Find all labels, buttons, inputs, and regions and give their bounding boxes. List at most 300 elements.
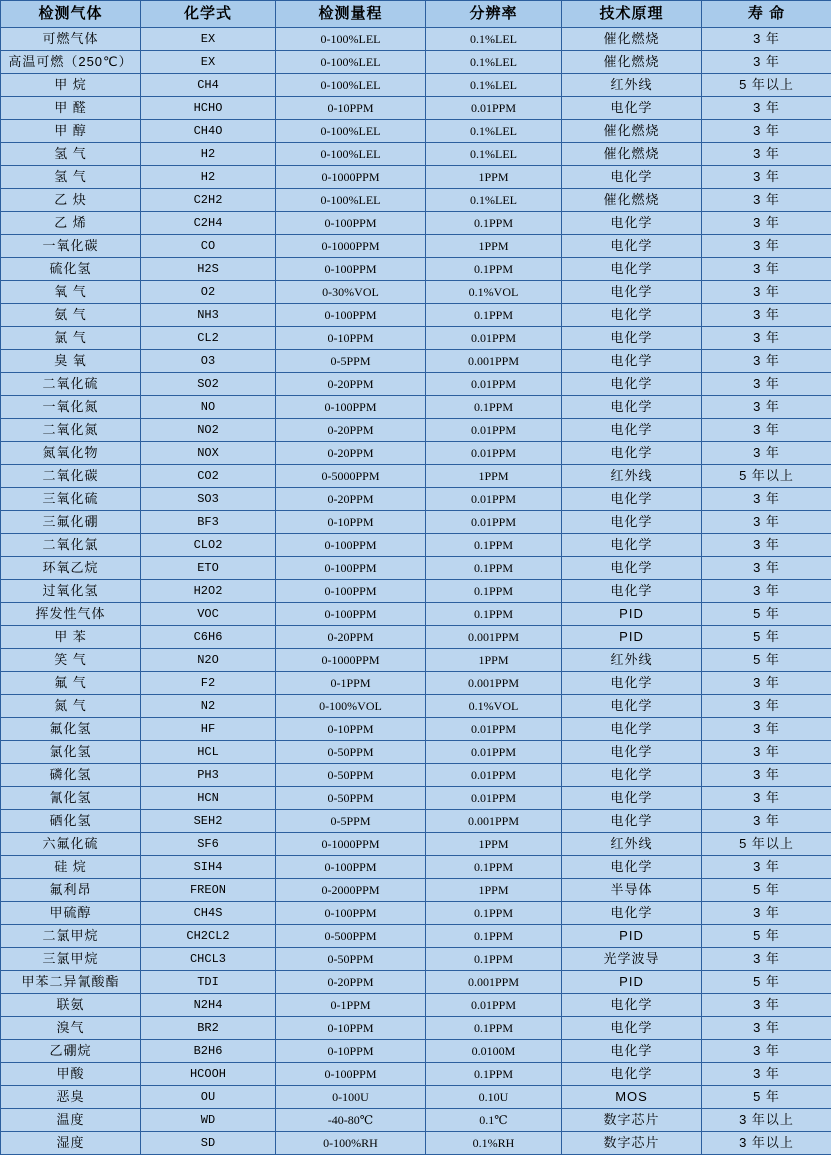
cell-gas: 溴气	[1, 1017, 141, 1040]
cell-range: 0-100%LEL	[276, 28, 426, 51]
cell-principle: 电化学	[562, 695, 702, 718]
cell-range: 0-5PPM	[276, 810, 426, 833]
cell-resolution: 0.001PPM	[426, 810, 562, 833]
cell-principle: 数字芯片	[562, 1109, 702, 1132]
cell-formula: N2	[141, 695, 276, 718]
cell-resolution: 0.01PPM	[426, 511, 562, 534]
cell-principle: 电化学	[562, 764, 702, 787]
table-row	[1, 1063, 831, 1086]
cell-lifetime: 3 年	[702, 902, 831, 925]
cell-lifetime: 3 年	[702, 212, 831, 235]
cell-lifetime: 5 年	[702, 626, 831, 649]
column-header-resolution: 分辨率	[426, 1, 562, 28]
cell-range: 0-20PPM	[276, 971, 426, 994]
cell-lifetime: 5 年	[702, 603, 831, 626]
cell-range: 0-50PPM	[276, 787, 426, 810]
cell-gas: 甲 苯	[1, 626, 141, 649]
cell-gas: 氟利昂	[1, 879, 141, 902]
cell-gas: 硅 烷	[1, 856, 141, 879]
table-row	[1, 1086, 831, 1109]
cell-lifetime: 3 年	[702, 764, 831, 787]
cell-formula: CL2	[141, 327, 276, 350]
cell-gas: 氢 气	[1, 166, 141, 189]
cell-range: 0-100%RH	[276, 1132, 426, 1155]
cell-lifetime: 3 年	[702, 442, 831, 465]
cell-principle: 电化学	[562, 1063, 702, 1086]
cell-gas: 二氧化氮	[1, 419, 141, 442]
table-row	[1, 97, 831, 120]
cell-lifetime: 3 年	[702, 396, 831, 419]
cell-lifetime: 3 年	[702, 1063, 831, 1086]
cell-formula: B2H6	[141, 1040, 276, 1063]
cell-principle: 电化学	[562, 741, 702, 764]
cell-gas: 氯 气	[1, 327, 141, 350]
cell-range: 0-100%LEL	[276, 143, 426, 166]
cell-range: 0-20PPM	[276, 488, 426, 511]
table-row	[1, 971, 831, 994]
cell-range: 0-100%LEL	[276, 74, 426, 97]
cell-lifetime: 5 年	[702, 879, 831, 902]
cell-principle: 电化学	[562, 511, 702, 534]
table-row	[1, 741, 831, 764]
table-row	[1, 396, 831, 419]
cell-lifetime: 3 年	[702, 28, 831, 51]
cell-range: 0-1000PPM	[276, 833, 426, 856]
cell-principle: 电化学	[562, 810, 702, 833]
cell-gas: 笑 气	[1, 649, 141, 672]
cell-range: 0-30%VOL	[276, 281, 426, 304]
table-row	[1, 695, 831, 718]
table-row	[1, 442, 831, 465]
cell-resolution: 0.1%VOL	[426, 695, 562, 718]
table-row	[1, 649, 831, 672]
cell-resolution: 1PPM	[426, 465, 562, 488]
table-row	[1, 212, 831, 235]
cell-principle: 催化燃烧	[562, 143, 702, 166]
cell-resolution: 0.0100M	[426, 1040, 562, 1063]
cell-formula: CO2	[141, 465, 276, 488]
cell-range: 0-100PPM	[276, 258, 426, 281]
cell-lifetime: 5 年	[702, 971, 831, 994]
cell-formula: CLO2	[141, 534, 276, 557]
cell-resolution: 0.01PPM	[426, 787, 562, 810]
cell-resolution: 0.1%LEL	[426, 51, 562, 74]
cell-resolution: 0.1PPM	[426, 902, 562, 925]
cell-resolution: 0.01PPM	[426, 764, 562, 787]
cell-gas: 氧 气	[1, 281, 141, 304]
cell-formula: SEH2	[141, 810, 276, 833]
cell-lifetime: 3 年	[702, 235, 831, 258]
cell-formula: BF3	[141, 511, 276, 534]
table-row	[1, 1109, 831, 1132]
cell-formula: N2H4	[141, 994, 276, 1017]
cell-lifetime: 3 年	[702, 948, 831, 971]
cell-range: 0-100PPM	[276, 304, 426, 327]
cell-gas: 甲硫醇	[1, 902, 141, 925]
cell-range: 0-5000PPM	[276, 465, 426, 488]
cell-gas: 乙 炔	[1, 189, 141, 212]
cell-resolution: 0.01PPM	[426, 327, 562, 350]
cell-principle: 电化学	[562, 350, 702, 373]
cell-principle: 电化学	[562, 718, 702, 741]
cell-principle: PID	[562, 925, 702, 948]
cell-principle: 电化学	[562, 281, 702, 304]
cell-principle: 电化学	[562, 787, 702, 810]
table-row	[1, 902, 831, 925]
cell-range: 0-100PPM	[276, 902, 426, 925]
table-row	[1, 787, 831, 810]
table-row	[1, 810, 831, 833]
cell-lifetime: 3 年	[702, 189, 831, 212]
cell-gas: 磷化氢	[1, 764, 141, 787]
cell-lifetime: 3 年	[702, 304, 831, 327]
cell-range: 0-10PPM	[276, 1040, 426, 1063]
table-row	[1, 51, 831, 74]
cell-formula: C2H2	[141, 189, 276, 212]
cell-gas: 氟化氢	[1, 718, 141, 741]
cell-resolution: 0.001PPM	[426, 971, 562, 994]
cell-gas: 湿度	[1, 1132, 141, 1155]
table-row	[1, 603, 831, 626]
cell-principle: 电化学	[562, 373, 702, 396]
cell-lifetime: 3 年以上	[702, 1109, 831, 1132]
cell-range: 0-100PPM	[276, 1063, 426, 1086]
cell-formula: SO2	[141, 373, 276, 396]
cell-lifetime: 3 年	[702, 810, 831, 833]
cell-resolution: 0.01PPM	[426, 442, 562, 465]
cell-lifetime: 5 年	[702, 1086, 831, 1109]
cell-principle: 红外线	[562, 833, 702, 856]
cell-range: 0-10PPM	[276, 97, 426, 120]
cell-lifetime: 3 年	[702, 120, 831, 143]
cell-range: 0-100PPM	[276, 534, 426, 557]
cell-lifetime: 5 年以上	[702, 833, 831, 856]
cell-formula: H2	[141, 166, 276, 189]
cell-principle: 电化学	[562, 672, 702, 695]
cell-lifetime: 3 年	[702, 488, 831, 511]
cell-principle: 电化学	[562, 212, 702, 235]
cell-principle: 电化学	[562, 235, 702, 258]
cell-formula: NOX	[141, 442, 276, 465]
cell-range: -40-80℃	[276, 1109, 426, 1132]
table-row	[1, 718, 831, 741]
cell-gas: 氨 气	[1, 304, 141, 327]
cell-gas: 甲苯二异氰酸酯	[1, 971, 141, 994]
cell-formula: H2O2	[141, 580, 276, 603]
cell-formula: O2	[141, 281, 276, 304]
cell-range: 0-100%LEL	[276, 51, 426, 74]
cell-resolution: 0.1%LEL	[426, 28, 562, 51]
cell-formula: SO3	[141, 488, 276, 511]
cell-lifetime: 3 年	[702, 741, 831, 764]
cell-formula: OU	[141, 1086, 276, 1109]
cell-range: 0-500PPM	[276, 925, 426, 948]
table-row	[1, 856, 831, 879]
cell-resolution: 1PPM	[426, 166, 562, 189]
cell-formula: CO	[141, 235, 276, 258]
cell-principle: 电化学	[562, 97, 702, 120]
cell-gas: 硒化氢	[1, 810, 141, 833]
cell-principle: 电化学	[562, 442, 702, 465]
cell-range: 0-10PPM	[276, 511, 426, 534]
cell-principle: 电化学	[562, 419, 702, 442]
cell-gas: 环氧乙烷	[1, 557, 141, 580]
cell-principle: PID	[562, 603, 702, 626]
table-row	[1, 925, 831, 948]
cell-lifetime: 3 年	[702, 258, 831, 281]
cell-range: 0-50PPM	[276, 948, 426, 971]
cell-resolution: 0.01PPM	[426, 994, 562, 1017]
table-row	[1, 143, 831, 166]
cell-resolution: 0.1PPM	[426, 580, 562, 603]
cell-principle: 电化学	[562, 396, 702, 419]
cell-principle: 电化学	[562, 902, 702, 925]
cell-formula: SF6	[141, 833, 276, 856]
cell-lifetime: 3 年	[702, 511, 831, 534]
cell-range: 0-100PPM	[276, 856, 426, 879]
cell-resolution: 0.1PPM	[426, 212, 562, 235]
cell-principle: 红外线	[562, 74, 702, 97]
cell-gas: 联氨	[1, 994, 141, 1017]
table-row	[1, 833, 831, 856]
cell-resolution: 1PPM	[426, 649, 562, 672]
cell-formula: N2O	[141, 649, 276, 672]
cell-principle: 红外线	[562, 465, 702, 488]
cell-range: 0-10PPM	[276, 327, 426, 350]
cell-lifetime: 3 年	[702, 718, 831, 741]
cell-resolution: 0.1PPM	[426, 534, 562, 557]
table-row	[1, 626, 831, 649]
column-header-formula: 化学式	[141, 1, 276, 28]
cell-range: 0-1000PPM	[276, 649, 426, 672]
cell-gas: 三氯甲烷	[1, 948, 141, 971]
table-row	[1, 189, 831, 212]
table-row	[1, 235, 831, 258]
cell-formula: EX	[141, 28, 276, 51]
cell-gas: 氯化氢	[1, 741, 141, 764]
column-header-range: 检测量程	[276, 1, 426, 28]
cell-gas: 温度	[1, 1109, 141, 1132]
cell-range: 0-1PPM	[276, 994, 426, 1017]
cell-lifetime: 3 年	[702, 787, 831, 810]
cell-range: 0-50PPM	[276, 741, 426, 764]
table-row	[1, 74, 831, 97]
cell-lifetime: 3 年	[702, 557, 831, 580]
cell-range: 0-20PPM	[276, 442, 426, 465]
table-row	[1, 1040, 831, 1063]
cell-resolution: 0.1PPM	[426, 856, 562, 879]
cell-formula: C6H6	[141, 626, 276, 649]
table-row	[1, 534, 831, 557]
cell-gas: 乙 烯	[1, 212, 141, 235]
cell-range: 0-50PPM	[276, 764, 426, 787]
cell-gas: 六氟化硫	[1, 833, 141, 856]
cell-gas: 二氧化硫	[1, 373, 141, 396]
cell-range: 0-10PPM	[276, 1017, 426, 1040]
cell-gas: 二氯甲烷	[1, 925, 141, 948]
cell-gas: 氮氧化物	[1, 442, 141, 465]
cell-formula: SIH4	[141, 856, 276, 879]
cell-lifetime: 5 年以上	[702, 74, 831, 97]
cell-resolution: 0.1%LEL	[426, 189, 562, 212]
cell-gas: 二氧化氯	[1, 534, 141, 557]
table-row	[1, 994, 831, 1017]
cell-lifetime: 3 年	[702, 695, 831, 718]
cell-lifetime: 3 年	[702, 994, 831, 1017]
cell-principle: 电化学	[562, 557, 702, 580]
cell-principle: PID	[562, 971, 702, 994]
cell-resolution: 0.1%RH	[426, 1132, 562, 1155]
cell-gas: 氟 气	[1, 672, 141, 695]
table-row	[1, 1132, 831, 1155]
cell-range: 0-2000PPM	[276, 879, 426, 902]
cell-formula: HF	[141, 718, 276, 741]
cell-principle: 电化学	[562, 534, 702, 557]
cell-range: 0-1000PPM	[276, 166, 426, 189]
cell-lifetime: 3 年	[702, 166, 831, 189]
cell-gas: 三氧化硫	[1, 488, 141, 511]
table-row	[1, 465, 831, 488]
cell-principle: 电化学	[562, 304, 702, 327]
cell-resolution: 0.10U	[426, 1086, 562, 1109]
cell-lifetime: 3 年	[702, 534, 831, 557]
cell-resolution: 0.1PPM	[426, 1017, 562, 1040]
cell-range: 0-100PPM	[276, 557, 426, 580]
table-row	[1, 557, 831, 580]
cell-gas: 甲 醛	[1, 97, 141, 120]
cell-resolution: 0.001PPM	[426, 672, 562, 695]
cell-formula: NO2	[141, 419, 276, 442]
cell-lifetime: 3 年	[702, 350, 831, 373]
cell-formula: HCN	[141, 787, 276, 810]
table-row	[1, 419, 831, 442]
cell-principle: MOS	[562, 1086, 702, 1109]
cell-resolution: 0.1PPM	[426, 396, 562, 419]
cell-formula: CH4S	[141, 902, 276, 925]
cell-resolution: 0.1PPM	[426, 948, 562, 971]
table-row	[1, 672, 831, 695]
cell-formula: EX	[141, 51, 276, 74]
cell-resolution: 0.01PPM	[426, 373, 562, 396]
cell-principle: PID	[562, 626, 702, 649]
cell-range: 0-100%VOL	[276, 695, 426, 718]
cell-resolution: 0.1PPM	[426, 1063, 562, 1086]
table-row	[1, 764, 831, 787]
cell-resolution: 0.001PPM	[426, 626, 562, 649]
cell-resolution: 0.1%LEL	[426, 74, 562, 97]
column-header-gas: 检测气体	[1, 1, 141, 28]
cell-lifetime: 5 年	[702, 925, 831, 948]
cell-principle: 电化学	[562, 1017, 702, 1040]
cell-range: 0-1000PPM	[276, 235, 426, 258]
cell-range: 0-1PPM	[276, 672, 426, 695]
table-row	[1, 327, 831, 350]
cell-range: 0-100%LEL	[276, 189, 426, 212]
cell-resolution: 1PPM	[426, 235, 562, 258]
cell-formula: HCOOH	[141, 1063, 276, 1086]
cell-resolution: 0.01PPM	[426, 488, 562, 511]
cell-formula: CH4O	[141, 120, 276, 143]
cell-lifetime: 3 年	[702, 672, 831, 695]
cell-principle: 电化学	[562, 856, 702, 879]
table-row	[1, 1017, 831, 1040]
table-row	[1, 948, 831, 971]
cell-principle: 催化燃烧	[562, 120, 702, 143]
cell-lifetime: 3 年	[702, 327, 831, 350]
cell-principle: 催化燃烧	[562, 51, 702, 74]
table-row	[1, 580, 831, 603]
cell-formula: CHCL3	[141, 948, 276, 971]
cell-principle: 数字芯片	[562, 1132, 702, 1155]
cell-formula: H2	[141, 143, 276, 166]
cell-range: 0-100U	[276, 1086, 426, 1109]
cell-gas: 乙硼烷	[1, 1040, 141, 1063]
cell-principle: 催化燃烧	[562, 189, 702, 212]
cell-gas: 氰化氢	[1, 787, 141, 810]
cell-resolution: 0.1℃	[426, 1109, 562, 1132]
cell-formula: F2	[141, 672, 276, 695]
cell-principle: 电化学	[562, 580, 702, 603]
cell-resolution: 1PPM	[426, 833, 562, 856]
cell-gas: 氮 气	[1, 695, 141, 718]
cell-formula: HCL	[141, 741, 276, 764]
cell-lifetime: 3 年	[702, 580, 831, 603]
cell-formula: NO	[141, 396, 276, 419]
cell-resolution: 0.1%LEL	[426, 143, 562, 166]
table-row	[1, 28, 831, 51]
cell-formula: SD	[141, 1132, 276, 1155]
cell-formula: PH3	[141, 764, 276, 787]
cell-range: 0-20PPM	[276, 419, 426, 442]
cell-gas: 过氧化氢	[1, 580, 141, 603]
cell-lifetime: 5 年	[702, 649, 831, 672]
cell-principle: 电化学	[562, 166, 702, 189]
cell-lifetime: 3 年	[702, 1017, 831, 1040]
cell-formula: ETO	[141, 557, 276, 580]
cell-range: 0-10PPM	[276, 718, 426, 741]
table-row	[1, 488, 831, 511]
cell-formula: WD	[141, 1109, 276, 1132]
cell-resolution: 0.01PPM	[426, 419, 562, 442]
cell-lifetime: 3 年	[702, 1040, 831, 1063]
header-row	[1, 1, 831, 28]
cell-gas: 甲 烷	[1, 74, 141, 97]
cell-gas: 三氟化硼	[1, 511, 141, 534]
cell-formula: CH4	[141, 74, 276, 97]
cell-formula: NH3	[141, 304, 276, 327]
cell-formula: TDI	[141, 971, 276, 994]
cell-gas: 恶臭	[1, 1086, 141, 1109]
table-header	[1, 1, 831, 28]
cell-resolution: 0.1PPM	[426, 925, 562, 948]
cell-gas: 硫化氢	[1, 258, 141, 281]
cell-formula: HCHO	[141, 97, 276, 120]
cell-principle: 电化学	[562, 327, 702, 350]
table-row	[1, 511, 831, 534]
cell-resolution: 0.01PPM	[426, 741, 562, 764]
cell-gas: 甲 醇	[1, 120, 141, 143]
cell-range: 0-100PPM	[276, 580, 426, 603]
cell-principle: 电化学	[562, 994, 702, 1017]
cell-gas: 臭 氧	[1, 350, 141, 373]
cell-principle: 电化学	[562, 258, 702, 281]
table-row	[1, 120, 831, 143]
cell-resolution: 0.01PPM	[426, 718, 562, 741]
table-row	[1, 350, 831, 373]
cell-formula: CH2CL2	[141, 925, 276, 948]
table-row	[1, 879, 831, 902]
cell-formula: C2H4	[141, 212, 276, 235]
